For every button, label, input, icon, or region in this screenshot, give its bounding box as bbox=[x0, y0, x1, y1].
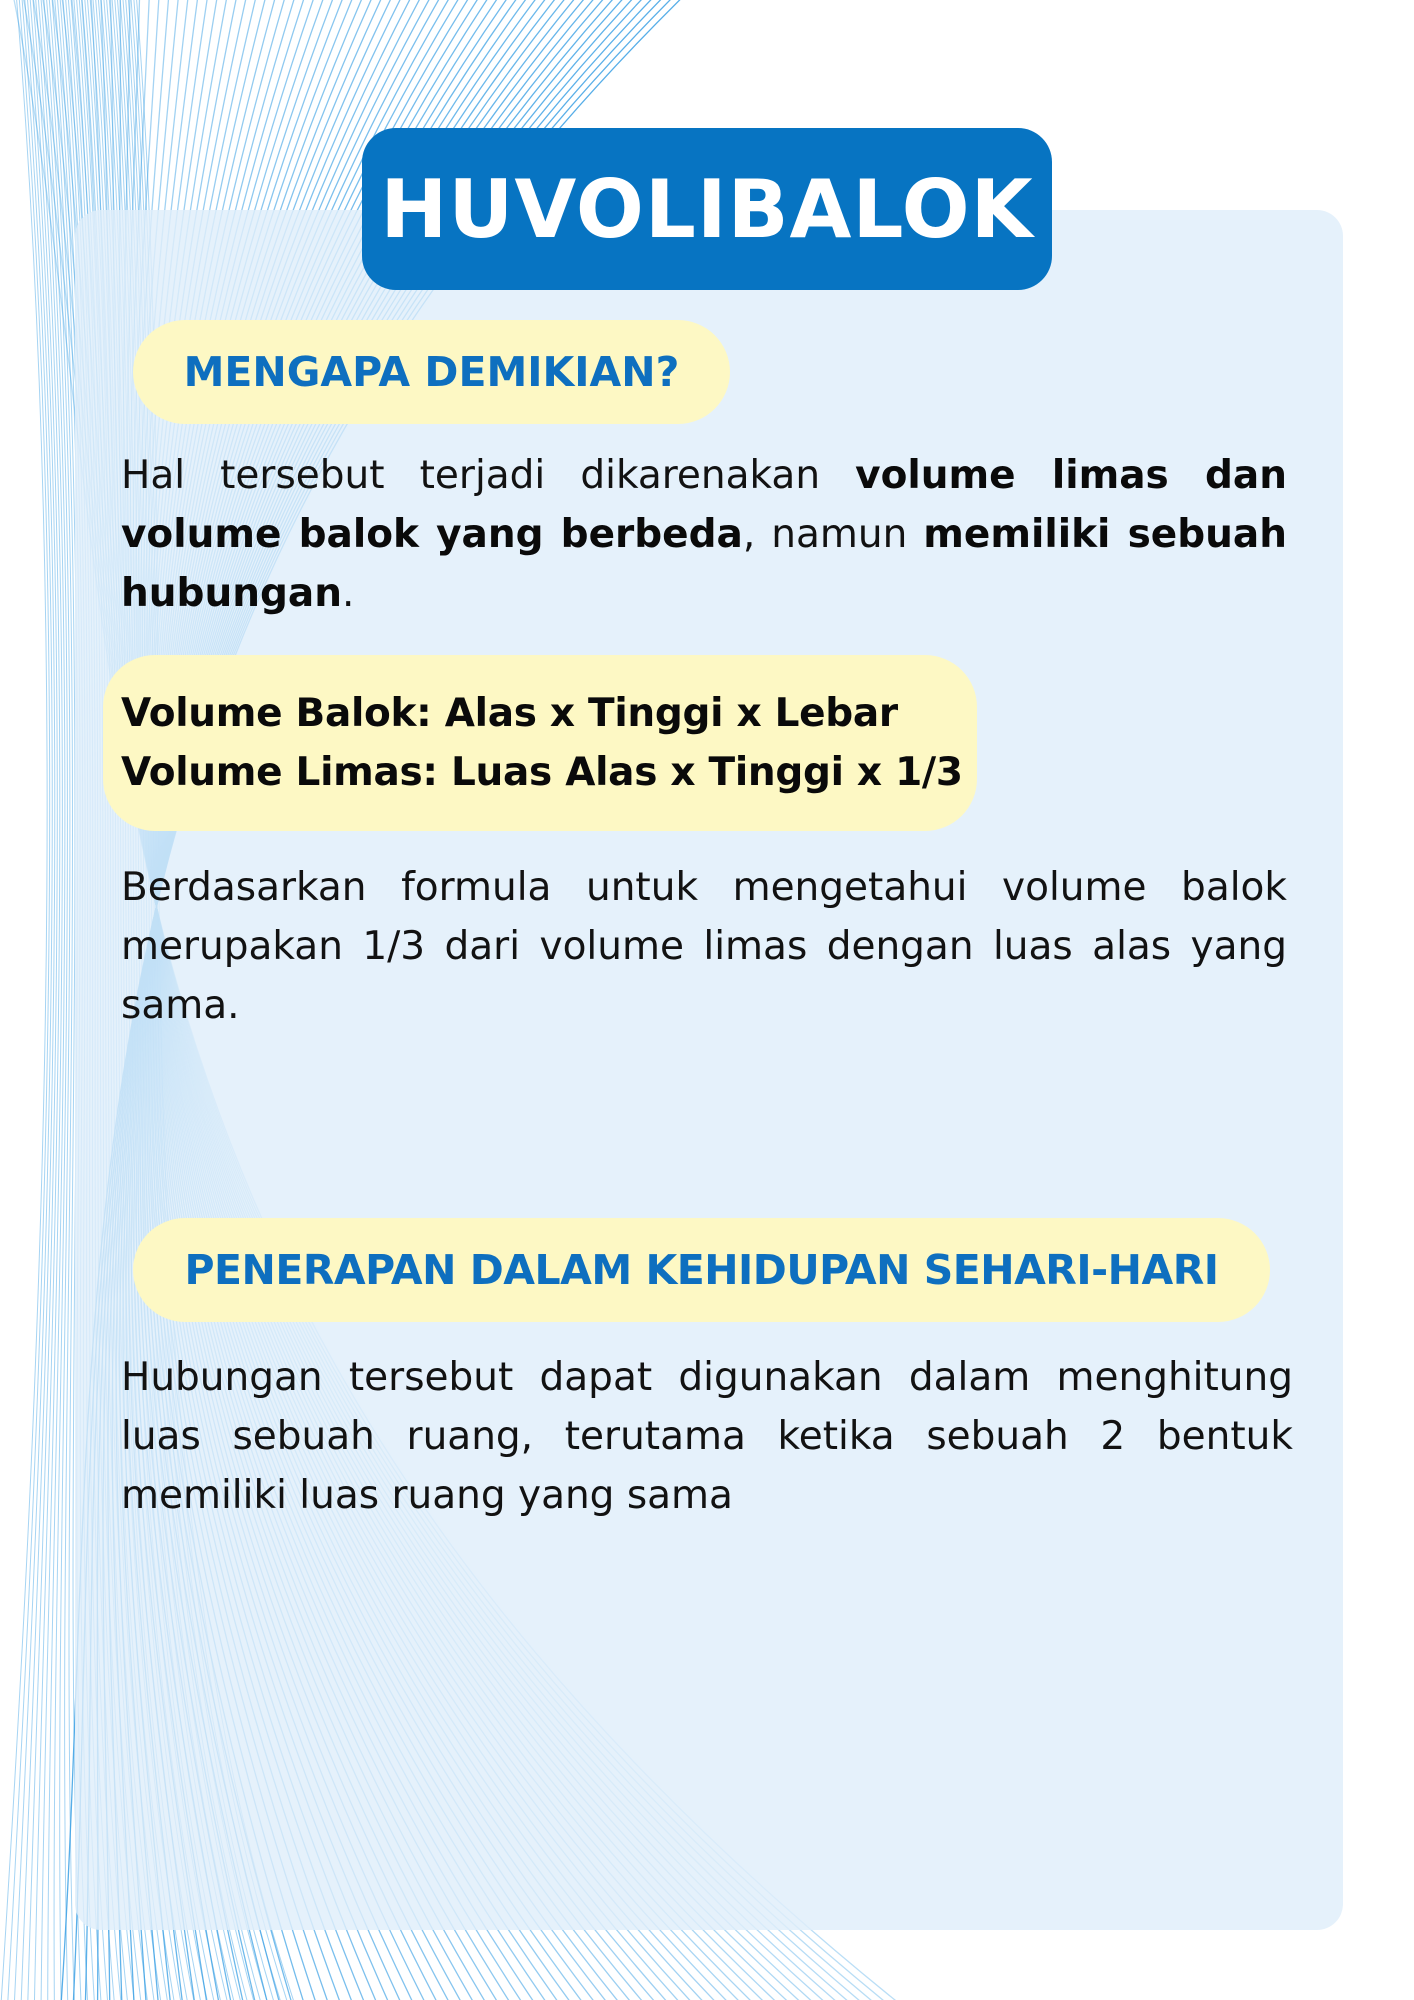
title-banner bbox=[362, 128, 1052, 290]
why-bold-2: memiliki sebuah hubungan bbox=[121, 512, 1288, 616]
apply-paragraph: Hubungan tersebut dapat digunakan dalam menghitung luas sebuah ruang, terutama ketika sebuah 2 bentuk memiliki luas ruang yang sama bbox=[121, 1355, 1293, 1518]
section-heading-why-text: MENGAPA DEMIKIAN? bbox=[183, 348, 680, 396]
section-heading-apply-text: PENERAPAN DALAM KEHIDUPAN SEHARI-HARI bbox=[184, 1246, 1219, 1294]
why-bold-1: volume limas dan volume balok yang berbeda bbox=[121, 453, 1288, 557]
why-text-1: Hal tersebut terjadi dikarenakan bbox=[121, 453, 856, 498]
section-heading-why bbox=[133, 320, 730, 424]
formula-balok: Volume Balok: Alas x Tinggi x Lebar bbox=[121, 691, 898, 736]
formula-limas: Volume Limas: Luas Alas x Tinggi x 1/3 bbox=[121, 750, 963, 795]
why-text-2: , namun bbox=[742, 512, 924, 557]
page-title: HUVOLIBALOK bbox=[380, 162, 1034, 256]
section-heading-apply bbox=[133, 1218, 1270, 1322]
explanation-paragraph: Berdasarkan formula untuk mengetahui volume balok merupakan 1/3 dari volume limas dengan luas alas yang sama. bbox=[121, 865, 1287, 1028]
formula-box bbox=[103, 655, 977, 831]
why-paragraph bbox=[121, 446, 1287, 623]
why-text-end: . bbox=[341, 571, 355, 616]
